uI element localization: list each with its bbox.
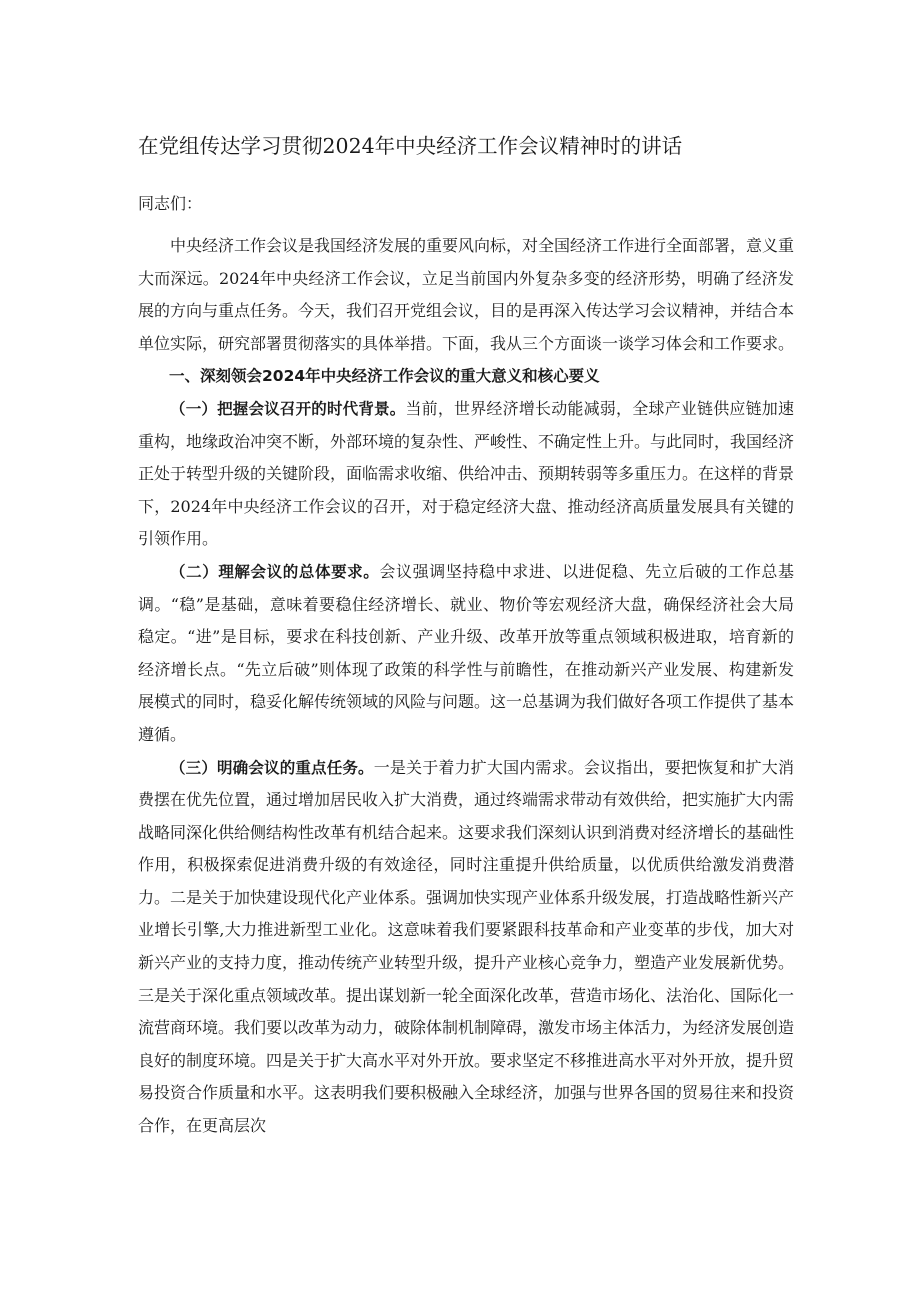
paragraph-body-background: 当前，世界经济增长动能减弱，全球产业链供应链加速重构，地缘政治冲突不断，外部环境的复杂性、严峻性、不确定性上升。与此同时，我国经济正处于转型升级的关键阶段，面临需求收缩、供给冲击、预期转弱等多重压力。在这样的背景下，2024年中央经济工作会议的召开，对于稳定经济大盘、推动经济高质量发展具有关键的引领作用。 <box>138 398 795 549</box>
document-body <box>138 128 794 1143</box>
salutation: 同志们： <box>138 194 203 213</box>
paragraph-body-requirements: 会议强调坚持稳中求进、以进促稳、先立后破的工作总基调。“稳”是基础，意味着要稳住经济增长、就业、物价等宏观经济大盘，确保经济社会大局稳定。“进”是目标，要求在科技创新、产业升级、改革开放等重点领域积极进取，培育新的经济增长点。“先立后破”则体现了政策的科学性与前瞻性，在推动新兴产业发展、构建新发展模式的同时，稳妥化解传统领域的风险与问题。这一总基调为我们做好各项工作提供了基本遵循。 <box>138 561 795 744</box>
intro-paragraph: 中央经济工作会议是我国经济发展的重要风向标，对全国经济工作进行全面部署，意义重大而深远。2024年中央经济工作会议，立足当前国内外复杂多变的经济形势，明确了经济发展的方向与重点任务。今天，我们召开党组会议，目的是再深入传达学习会议精神，并结合本单位实际，研究部署贯彻落实的具体举措。下面，我从三个方面谈一谈学习体会和工作要求。 <box>138 236 795 353</box>
paragraph-lead-tasks: （三）明确会议的重点任务。 <box>170 758 374 777</box>
paragraph-requirements <box>138 556 794 752</box>
paragraph-lead-background: （一）把握会议召开的时代背景。 <box>170 399 406 418</box>
paragraph-tasks <box>138 752 794 1143</box>
section-heading-1: 一、深刻领会2024年中央经济工作会议的重大意义和核心要义 <box>169 367 600 386</box>
paragraph-lead-requirements: （二）理解会议的总体要求。 <box>170 562 380 581</box>
paragraph-background <box>138 393 794 556</box>
document-title: 在党组传达学习贯彻2024年中央经济工作会议精神时的讲话 <box>138 134 683 158</box>
paragraph-body-tasks: 一是关于着力扩大国内需求。会议指出，要把恢复和扩大消费摆在优先位置，通过增加居民收入扩大消费，通过终端需求带动有效供给，把实施扩大内需战略同深化供给侧结构性改革有机结合起来。这要求我们深刻认识到消费对经济增长的基础性作用，积极探索促进消费升级的有效途径，同时注重提升供给质量，以优质供给激发消费潜力。二是关于加快建设现代化产业体系。强调加快实现产业体系升级发展，打造战略性新兴产业增长引擎,大力推进新型工业化。这意味着我们要紧跟科技革命和产业变革的步伐，加大对新兴产业的支持力度，推动传统产业转型升级，提升产业核心竞争力，塑造产业发展新优势。三是关于深化重点领域改革。提出谋划新一轮全面深化改革，营造市场化、法治化、国际化一流营商环境。我们要以改革为动力，破除体制机制障碍，激发市场主体活力，为经济发展创造良好的制度环境。四是关于扩大高水平对外开放。要求坚定不移推进高水平对外开放，提升贸易投资合作质量和水平。这表明我们要积极融入全球经济，加强与世界各国的贸易往来和投资合作，在更高层次 <box>138 757 795 1136</box>
